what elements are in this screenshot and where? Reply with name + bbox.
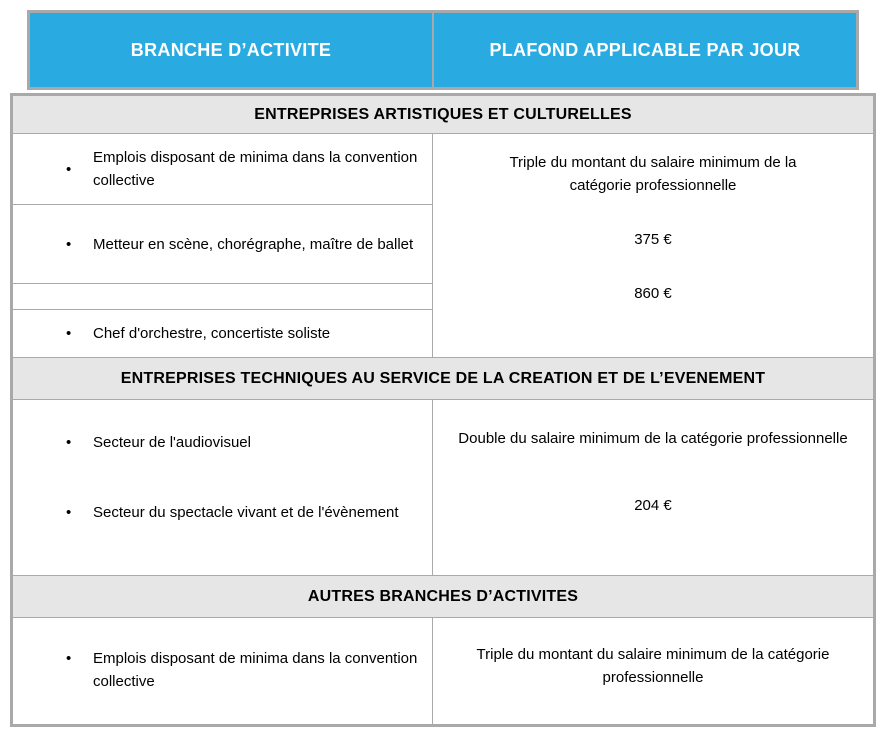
branch-column xyxy=(13,400,433,575)
bullet-icon: • xyxy=(66,325,72,342)
branch-column xyxy=(13,618,433,724)
ceiling-text: Triple du montant du salaire minimum de la catégorie professionnelle xyxy=(476,646,830,686)
table-header-row xyxy=(27,10,859,90)
ceiling-column xyxy=(433,618,873,724)
header-branche-activite: BRANCHE D’ACTIVITE xyxy=(130,39,332,60)
bullet-icon: • xyxy=(66,160,72,178)
section-entreprises-artistiques xyxy=(13,134,873,357)
section-title-entreprises-techniques: ENTREPRISES TECHNIQUES AU SERVICE DE LA CREATION ET DE L’EVENEMENT xyxy=(13,357,873,400)
branch-item-text: Metteur en scène, chorégraphe, maître de ballet xyxy=(93,235,414,253)
branch-item-text: Emplois disposant de minima dans la convention collective xyxy=(93,650,418,690)
section-title-entreprises-artistiques: ENTREPRISES ARTISTIQUES ET CULTURELLES xyxy=(13,96,873,134)
ceiling-amount: 204 € xyxy=(634,497,672,514)
ceiling-amount: 860 € xyxy=(634,285,672,302)
branch-item-text: Emplois disposant de minima dans la convention collective xyxy=(93,149,418,189)
table-row xyxy=(13,501,432,524)
branch-column xyxy=(13,134,433,357)
bullet-icon: • xyxy=(66,434,72,451)
table-row-empty xyxy=(13,284,432,310)
section-title-autres-branches: AUTRES BRANCHES D’ACTIVITES xyxy=(13,575,873,618)
branch-item-text: Secteur de l'audiovisuel xyxy=(93,434,251,451)
table-body xyxy=(10,93,876,727)
table-row xyxy=(13,431,432,454)
section-entreprises-techniques xyxy=(13,400,873,575)
bullet-icon: • xyxy=(66,504,72,521)
bullet-icon: • xyxy=(66,650,72,667)
table-row xyxy=(13,205,432,284)
header-plafond-par-jour: PLAFOND APPLICABLE PAR JOUR xyxy=(489,39,801,60)
section-autres-branches xyxy=(13,618,873,724)
table-row xyxy=(13,134,432,205)
branch-item-text: Secteur du spectacle vivant et de l'évènement xyxy=(93,504,399,521)
ceiling-amount: 375 € xyxy=(634,231,672,248)
ceiling-column xyxy=(433,400,873,575)
ceiling-column xyxy=(433,134,873,357)
table-row xyxy=(13,647,432,693)
table-row xyxy=(13,310,432,357)
salary-ceiling-table xyxy=(10,10,876,727)
branch-item-text: Chef d'orchestre, concertiste soliste xyxy=(93,325,331,342)
ceiling-text: Triple du montant du salaire minimum de la catégorie professionnelle xyxy=(509,154,797,194)
ceiling-text: Double du salaire minimum de la catégorie professionnelle xyxy=(458,430,848,447)
bullet-icon: • xyxy=(66,235,72,253)
